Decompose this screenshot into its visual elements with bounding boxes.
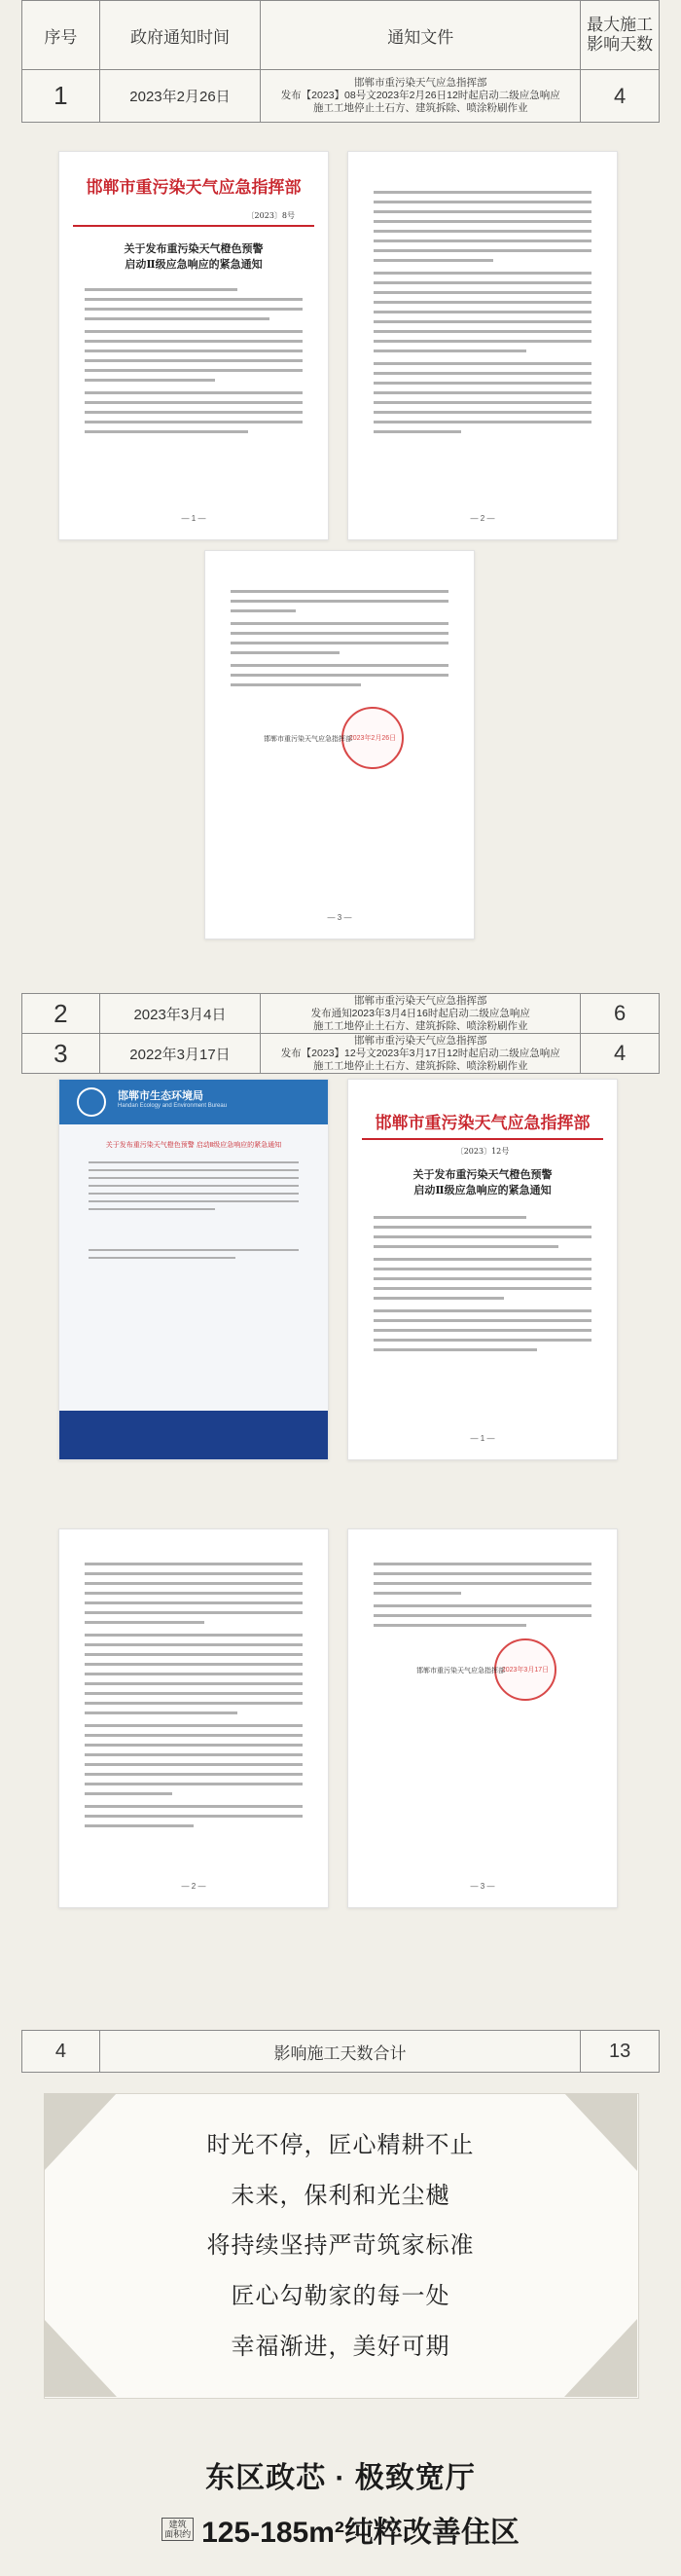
table-row: [21, 69, 660, 123]
website-screenshot: [58, 1079, 329, 1460]
row-document: 邯郸市重污染天气应急指挥部 发布通知2023年3月4日16时起启动二级应急响应 施工工地停止土石方、建筑拆除、喷涂粉刷作业: [261, 994, 581, 1033]
page-number: — 1 —: [181, 514, 206, 523]
official-stamp: 2023年3月17日: [494, 1638, 556, 1701]
table-row: [21, 993, 660, 1034]
page-number: — 1 —: [470, 1434, 495, 1443]
row-document: 邯郸市重污染天气应急指挥部 发布【2023】08号文2023年2月26日12时起启动二级应急响应 施工工地停止土石方、建筑拆除、喷涂粉刷作业: [261, 70, 581, 122]
doc-title: 关于发布重污染天气橙色预警 启动Ⅱ级应急响应的紧急通知: [124, 242, 264, 271]
body-text: [374, 191, 591, 440]
body-text: [85, 288, 303, 440]
table-header-row: [21, 0, 660, 70]
red-divider: [73, 225, 314, 227]
letterhead: 邯郸市重污染天气应急指挥部: [375, 1114, 591, 1133]
row-index: 3: [22, 1034, 100, 1073]
letterhead: 邯郸市重污染天气应急指挥部: [86, 178, 302, 198]
row-index: 1: [22, 70, 100, 122]
document-page-3: [204, 550, 475, 939]
body-text: [374, 1216, 591, 1358]
page-number: — 3 —: [327, 913, 352, 922]
closing-line-5: 幸福渐进，美好可期: [231, 2334, 450, 2360]
official-stamp: 2023年2月26日: [341, 707, 404, 769]
header-days: 最大施工 影响天数: [587, 16, 654, 54]
header-time: 政府通知时间: [100, 1, 262, 69]
web-title: 邯郸市生态环境局: [118, 1089, 203, 1102]
closing-line-1: 时光不停，匠心精耕不止: [206, 2132, 475, 2158]
total-count: 4: [22, 2031, 100, 2072]
web-subtitle: Handan Ecology and Environment Bureau: [118, 1103, 228, 1109]
document-page-4: [347, 1079, 618, 1460]
row-days: 4: [614, 1041, 627, 1065]
document-page-2: [347, 151, 618, 540]
stamp-signature: 邯郸市重污染天气应急指挥部: [416, 1667, 505, 1674]
row-date: 2022年3月17日: [100, 1034, 261, 1073]
area-label: 建筑 面积约: [161, 2518, 194, 2541]
body-text: [374, 1563, 591, 1634]
stamp-signature: 邯郸市重污染天气应急指挥部: [264, 735, 352, 743]
row-document: 邯郸市重污染天气应急指挥部 发布【2023】12号文2023年3月17日12时起启动二级应急响应 施工工地停止土石方、建筑拆除、喷涂粉刷作业: [261, 1034, 581, 1073]
document-page-1: [58, 151, 329, 540]
area-tagline: [0, 2508, 681, 2551]
project-slogan: 东区政芯 · 极致宽厅: [205, 2462, 476, 2494]
web-body-text: [89, 1161, 299, 1265]
total-label: 影响施工天数合计: [100, 2031, 581, 2072]
doc-number: 〔2023〕8号: [246, 211, 295, 220]
web-notice-title: 关于发布重污染天气橙色预警 启动Ⅱ级应急响应的紧急通知: [105, 1142, 282, 1149]
closing-line-2: 未来，保利和光尘樾: [231, 2183, 450, 2209]
page-number: — 2 —: [470, 514, 495, 523]
red-divider: [362, 1138, 603, 1140]
document-page-5: [58, 1528, 329, 1908]
bureau-logo-icon: [77, 1087, 106, 1117]
row-date: 2023年3月4日: [100, 994, 261, 1033]
document-page-6: [347, 1528, 618, 1908]
web-header: [59, 1080, 328, 1124]
row-days: 6: [614, 1001, 627, 1025]
total-days: 13: [609, 2040, 631, 2062]
closing-line-3: 将持续坚持严苛筑家标准: [206, 2232, 475, 2259]
table-total-row: [21, 2030, 660, 2073]
row-days: 4: [614, 83, 627, 108]
body-text: [231, 590, 448, 693]
row-index: 2: [22, 994, 100, 1033]
closing-line-4: 匠心勾勒家的每一处: [231, 2283, 450, 2309]
page-number: — 2 —: [181, 1882, 206, 1891]
page-number: — 3 —: [470, 1882, 495, 1891]
body-text: [85, 1563, 303, 1834]
web-footer: [59, 1411, 328, 1460]
area-text: 125-185m²纯粹改善住区: [201, 2517, 520, 2549]
doc-number: 〔2023〕12号: [455, 1147, 510, 1156]
doc-title: 关于发布重污染天气橙色预警 启动Ⅱ级应急响应的紧急通知: [412, 1168, 553, 1196]
header-index: 序号: [22, 1, 100, 69]
table-row: [21, 1033, 660, 1074]
row-date: 2023年2月26日: [100, 70, 261, 122]
header-document: 通知文件: [261, 1, 581, 69]
